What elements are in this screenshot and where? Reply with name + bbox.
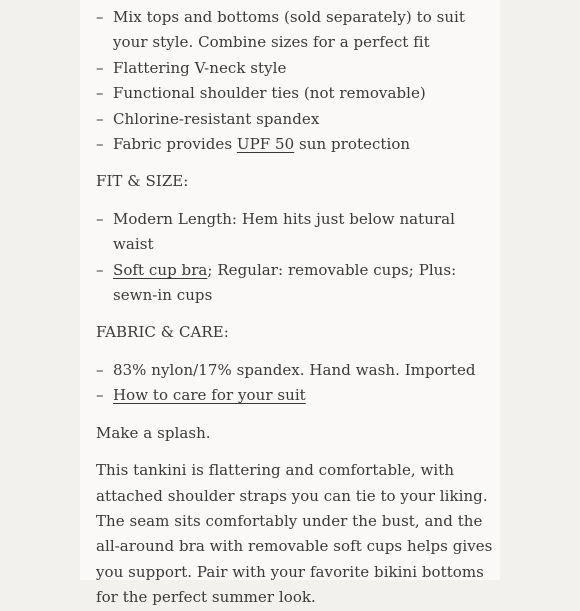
- bullet-dash: –: [96, 109, 104, 128]
- fabric-care-list: [96, 358, 496, 409]
- list-item: [96, 107, 496, 132]
- description-paragraph: This tankini is flattering and comfortable, with attached shoulder straps you can tie to your liking. The seam sits comfortably under the bust, and the all-around bra with removable soft cups helps gives you support. Pair with your favorite bikini bottoms for the perfect summer look.: [96, 461, 493, 607]
- list-item-text: Mix tops and bottoms (sold separately) to suit your style. Combine sizes for a perfect fit: [113, 8, 465, 52]
- fabric-care-heading: FABRIC & CARE:: [96, 323, 229, 342]
- care-guide-link[interactable]: How to care for your suit: [113, 386, 306, 405]
- fit-size-list: [96, 207, 496, 309]
- list-item-text-pre: Fabric provides: [113, 135, 237, 154]
- bullet-dash: –: [96, 84, 104, 103]
- bullet-dash: –: [96, 386, 104, 405]
- list-item: [96, 383, 496, 408]
- list-item: [96, 56, 496, 81]
- bullet-dash: –: [96, 135, 104, 154]
- upf-50-link[interactable]: UPF 50: [236, 135, 295, 154]
- list-item: [96, 258, 496, 309]
- list-item-text-post: ; Regular: removable cups; Plus: sewn-in cups: [113, 260, 457, 305]
- bullet-dash: –: [96, 209, 104, 228]
- list-item-text-post: sun protection: [294, 135, 411, 154]
- list-item: [96, 358, 496, 383]
- fit-size-heading: FIT & SIZE:: [96, 172, 189, 191]
- feature-list: [96, 5, 496, 157]
- bullet-dash: –: [96, 8, 104, 26]
- soft-cup-bra-link[interactable]: Soft cup bra: [113, 260, 208, 279]
- list-item-text: Modern Length: Hem hits just below natural waist: [113, 209, 456, 254]
- list-item: [96, 81, 496, 106]
- bullet-dash: –: [96, 58, 104, 77]
- product-description: [96, 5, 496, 611]
- list-item: [96, 5, 496, 56]
- list-item: [96, 132, 496, 157]
- list-item: [96, 207, 496, 258]
- tagline: Make a splash.: [96, 423, 211, 442]
- list-item-text: Functional shoulder ties (not removable): [113, 84, 426, 103]
- bullet-dash: –: [96, 360, 104, 379]
- bullet-dash: –: [96, 260, 104, 279]
- list-item-text: Chlorine-resistant spandex: [113, 109, 320, 128]
- list-item-text: 83% nylon/17% spandex. Hand wash. Imported: [113, 360, 476, 379]
- list-item-text: Flattering V-neck style: [113, 58, 287, 77]
